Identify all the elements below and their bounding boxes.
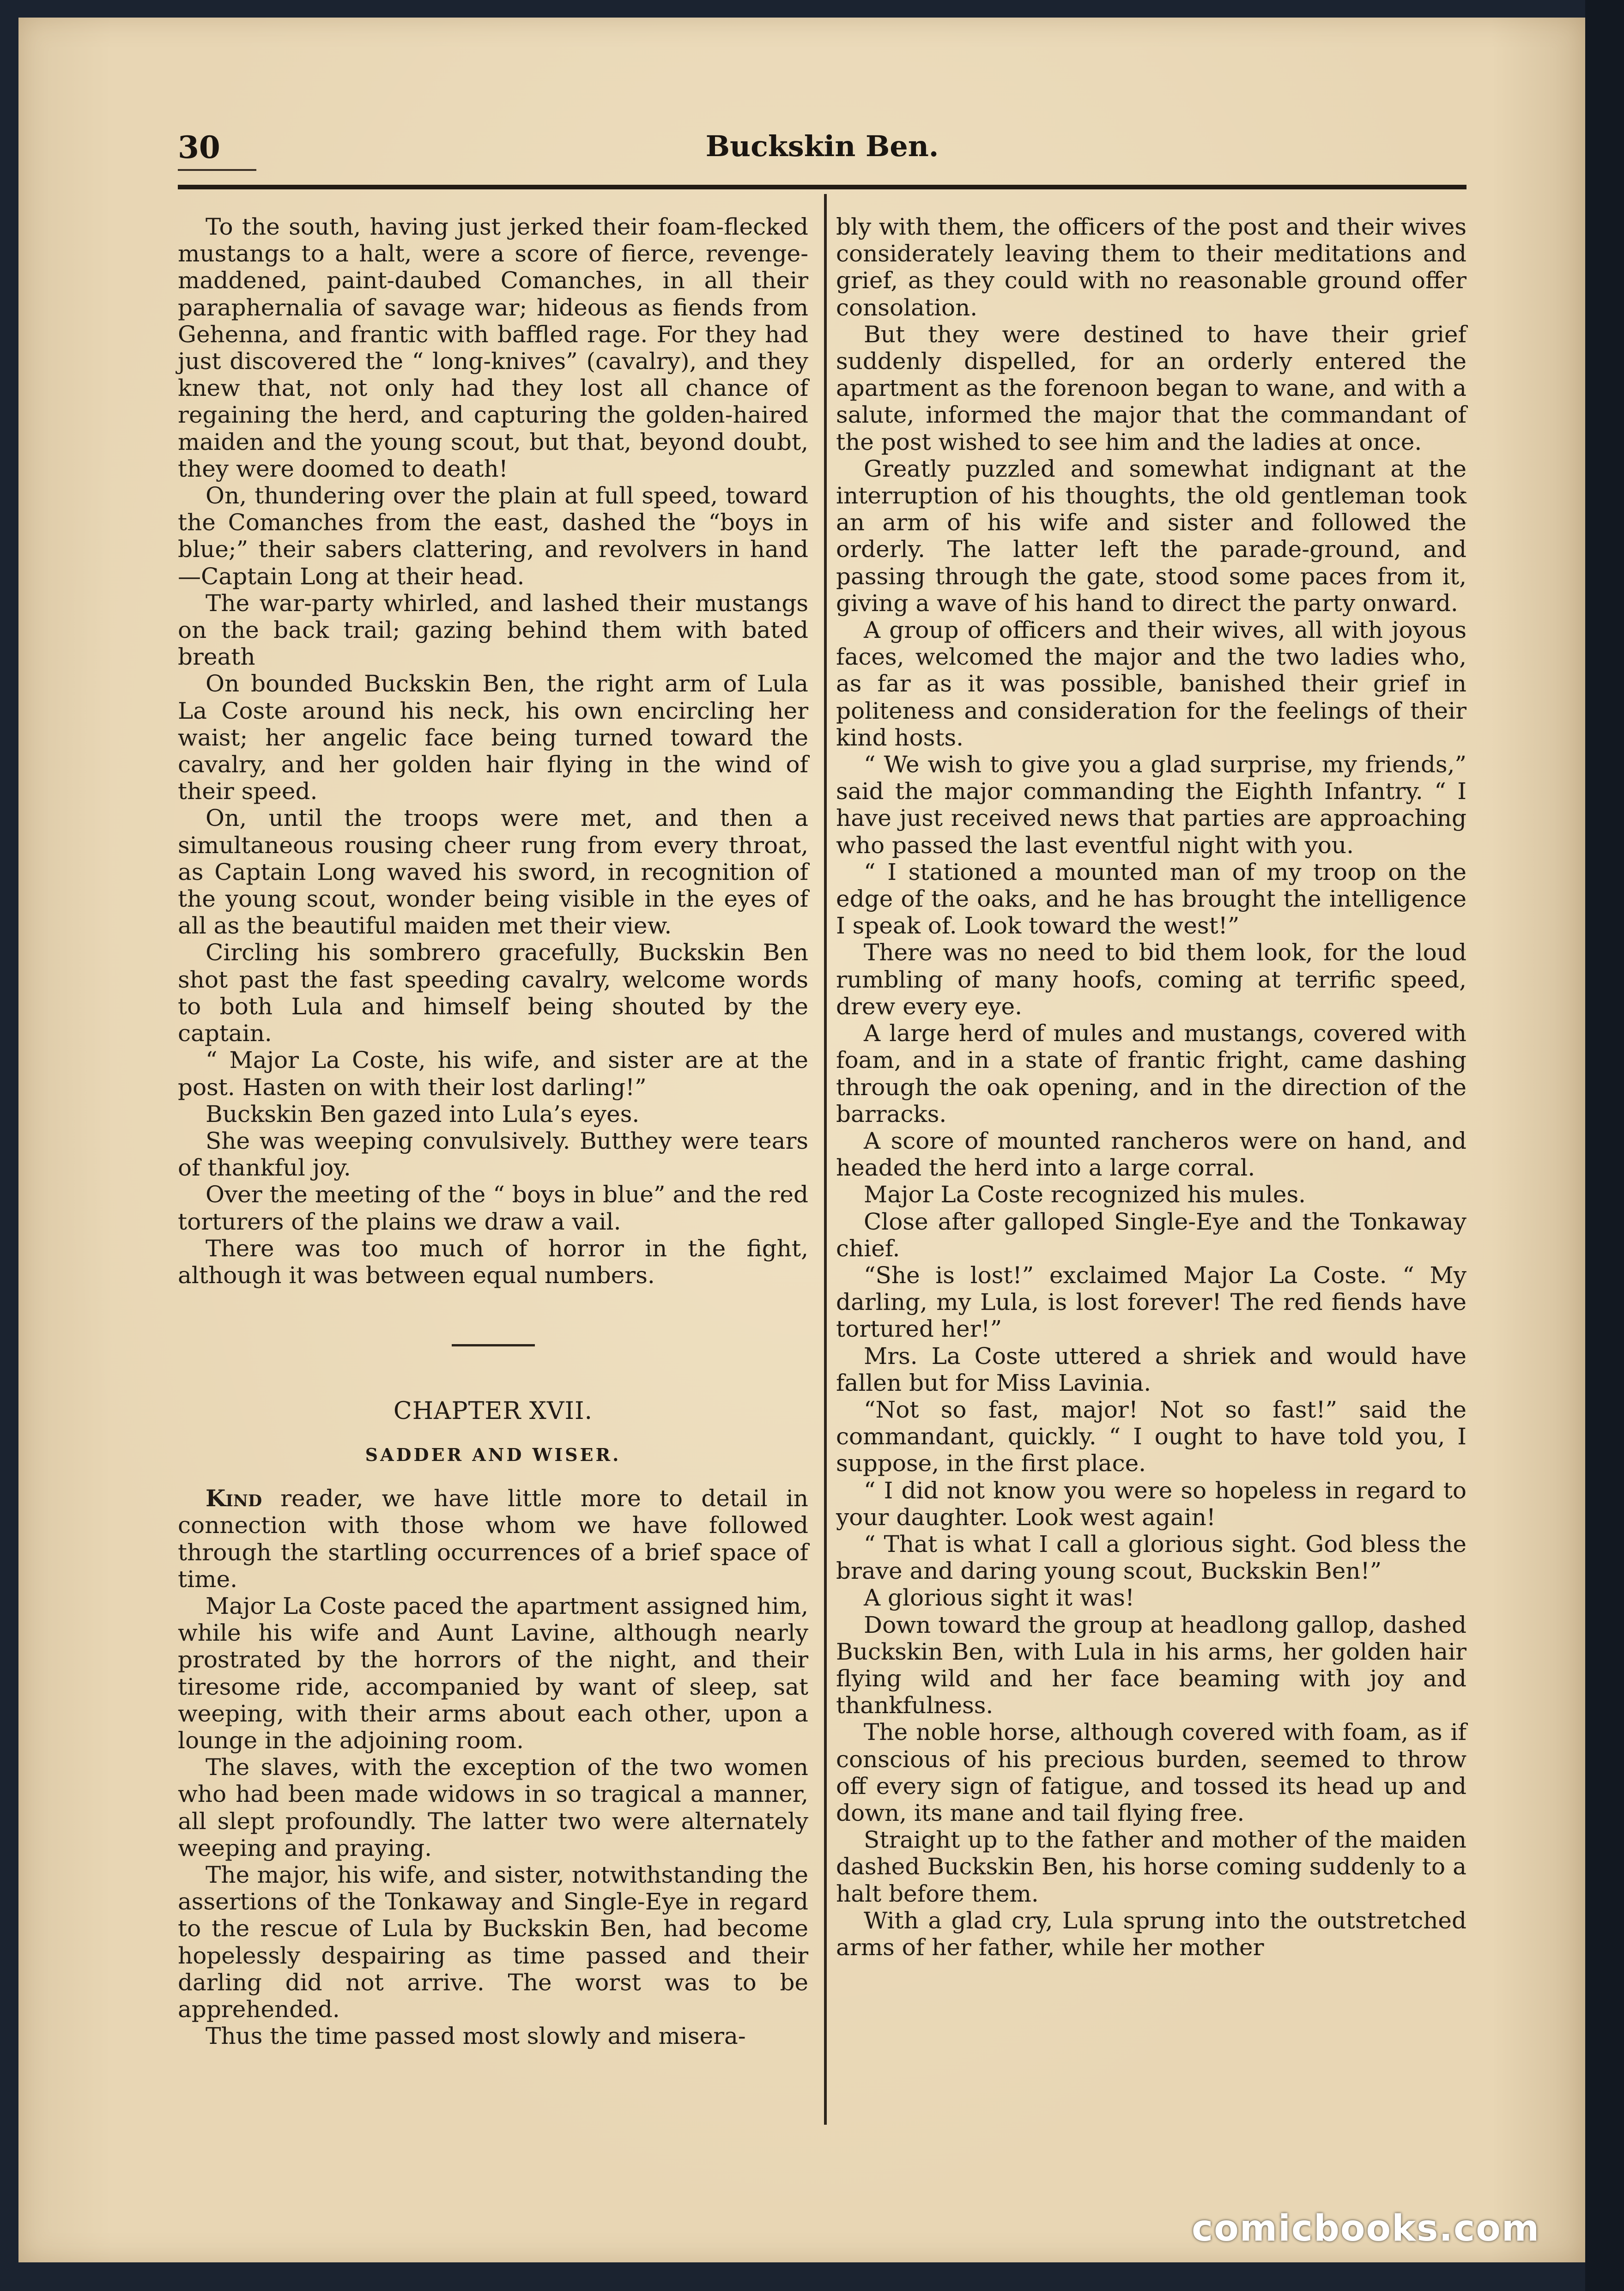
- paragraph: The slaves, with the exception of the two women who had been made widows in so tragical a manner, all slept profoundly. The latter two were alternately weeping and praying.: [178, 1754, 808, 1861]
- paragraph: “ I stationed a mounted man of my troop on the edge of the oaks, and he has brought the intelligence I speak of. Look toward the west!”: [836, 858, 1466, 939]
- paragraph: Down toward the group at headlong gallop, dashed Buckskin Ben, with Lula in his arms, her golden hair flying wild and her face beaming with joy and thankfulness.: [836, 1611, 1466, 1719]
- paragraph-continued: bly with them, the officers of the post and their wives considerately leaving them to their meditations and grief, as they could with no reasonable ground offer consolation.: [836, 213, 1466, 321]
- page-header: [178, 129, 1466, 176]
- paragraph: “ We wish to give you a glad surprise, my friends,” said the major commanding the Eighth Infantry. “ I have just received news that parties are approaching who passed the last eventful night with you.: [836, 751, 1466, 859]
- page-number-underline: [178, 169, 256, 171]
- paragraph: “ I did not know you were so hopeless in regard to your daughter. Look west again!: [836, 1477, 1466, 1531]
- paragraph: There was no need to bid them look, for the loud rumbling of many hoofs, coming at terrific speed, drew every eye.: [836, 939, 1466, 1020]
- paragraph: The noble horse, although covered with foam, as if conscious of his precious burden, seemed to throw off every sign of fatigue, and tossed its head up and down, its mane and tail flying free.: [836, 1719, 1466, 1826]
- chapter-title: CHAPTER XVII.: [393, 1397, 593, 1425]
- paragraph: To the south, having just jerked their foam-flecked mustangs to a halt, were a score of fierce, revenge-maddened, paint-daubed Comanches, in all their paraphernalia of savage war; hideous as fiends from Gehenna, and frantic with baffled rage. For they had just discovered the “ long-knives” (cavalry), and they knew that, not only had they lost all chance of regaining the herd, and capturing the golden-haired maiden and the young scout, but that, beyond doubt, they were doomed to death!: [178, 213, 808, 482]
- paragraph: “She is lost!” exclaimed Major La Coste. “ My darling, my Lula, is lost forever! The red fiends have tortured her!”: [836, 1261, 1466, 1343]
- paragraph: On bounded Buckskin Ben, the right arm of Lula La Coste around his neck, his own encircling her waist; her angelic face being turned toward the cavalry, and her golden hair flying in the wind of their speed.: [178, 670, 808, 805]
- section-divider: [452, 1344, 535, 1346]
- paragraph: Greatly puzzled and somewhat indignant at the interruption of his thoughts, the old gentleman took an arm of his wife and sister and followed the orderly. The latter left the parade-ground, and passing through the gate, stood some paces from it, giving a wave of his hand to direct the party onward.: [836, 455, 1466, 617]
- paragraph: Straight up to the father and mother of the maiden dashed Buckskin Ben, his horse coming suddenly to a halt before them.: [836, 1826, 1466, 1907]
- paragraph: A glorious sight it was!: [864, 1584, 1135, 1612]
- paragraph: “ Major La Coste, his wife, and sister are at the post. Hasten on with their lost darling!”: [178, 1047, 808, 1101]
- opening-text: reader, we have little more to detail in connection with those whom we have followed through the startling occurrences of a brief space of time.: [178, 1485, 808, 1593]
- header-rule: [178, 185, 1466, 189]
- paragraph: The war-party whirled, and lashed their mustangs on the back trail; gazing behind them with bated breath: [178, 589, 808, 671]
- paragraph: On, thundering over the plain at full speed, toward the Comanches from the east, dashed the “boys in blue;” their sabers clattering, and revolvers in hand—Captain Long at their head.: [178, 482, 808, 590]
- paragraph: Major La Coste paced the apartment assigned him, while his wife and Aunt Lavine, although nearly prostrated by the horrors of the night, and their tiresome ride, accompanied by want of sleep, sat weeping, with their arms about each other, upon a lounge in the adjoining room.: [178, 1592, 808, 1754]
- paragraph: The major, his wife, and sister, notwithstanding the assertions of the Tonkaway and Single-Eye in regard to the rescue of Lula by Buckskin Ben, had become hopelessly despairing as time passed and their darling did not arrive. The worst was to be apprehended.: [178, 1861, 808, 2023]
- paragraph: A group of officers and their wives, all with joyous faces, welcomed the major and the two ladies who, as far as it was possible, banished their grief in politeness and consideration for the feelings of their kind hosts.: [836, 617, 1466, 751]
- paragraph: “Not so fast, major! Not so fast!” said the commandant, quickly. “ I ought to have told you, I suppose, in the first place.: [836, 1396, 1466, 1477]
- right-column: [836, 213, 1466, 1961]
- paragraph: There was too much of horror in the fight, although it was between equal numbers.: [178, 1235, 808, 1289]
- paragraph: Mrs. La Coste uttered a shriek and would have fallen but for Miss Lavinia.: [836, 1342, 1466, 1396]
- paragraph: On, until the troops were met, and then a simultaneous rousing cheer rung from every throat, as Captain Long waved his sword, in recognition of the young scout, wonder being visible in the eyes of all as the beautiful maiden met their view.: [178, 805, 808, 939]
- watermark: comicbooks.com: [1192, 2208, 1540, 2249]
- paragraph: Circling his sombrero gracefully, Buckskin Ben shot past the fast speeding cavalry, welcome words to both Lula and himself being shouted by the captain.: [178, 939, 808, 1047]
- paragraph: A score of mounted rancheros were on hand, and headed the herd into a large corral.: [836, 1127, 1466, 1182]
- paragraph: Over the meeting of the “ boys in blue” and the red torturers of the plains we draw a vail.: [178, 1181, 808, 1235]
- paragraph: “ That is what I call a glorious sight. God bless the brave and daring young scout, Buckskin Ben!”: [836, 1530, 1466, 1585]
- page-number: 30: [178, 129, 220, 165]
- paragraph: But they were destined to have their grief suddenly dispelled, for an orderly entered the apartment as the forenoon began to wane, and with a salute, informed the major that the commandant of the post wished to see him and the ladies at once.: [836, 321, 1466, 455]
- chapter-subtitle: SADDER AND WISER.: [365, 1444, 621, 1466]
- opening-word: Kind: [206, 1485, 262, 1512]
- scan-edge: [1585, 0, 1624, 2291]
- paragraph: Buckskin Ben gazed into Lula’s eyes.: [206, 1100, 640, 1127]
- paragraph: A large herd of mules and mustangs, covered with foam, and in a state of frantic fright, came dashing through the oak opening, and in the direction of the barracks.: [836, 1020, 1466, 1127]
- left-column: [178, 213, 808, 2049]
- paragraph: With a glad cry, Lula sprung into the outstretched arms of her father, while her mother: [836, 1907, 1466, 1961]
- running-title: Buckskin Ben.: [705, 129, 939, 163]
- paragraph: Close after galloped Single-Eye and the Tonkaway chief.: [836, 1208, 1466, 1262]
- chapter-opening-paragraph: [178, 1485, 808, 1593]
- paragraph: She was weeping convulsively. Butthey were tears of thankful joy.: [178, 1127, 808, 1182]
- column-divider: [824, 194, 827, 2125]
- paragraph: Major La Coste recognized his mules.: [864, 1181, 1306, 1208]
- paragraph: Thus the time passed most slowly and misera-: [206, 2023, 746, 2050]
